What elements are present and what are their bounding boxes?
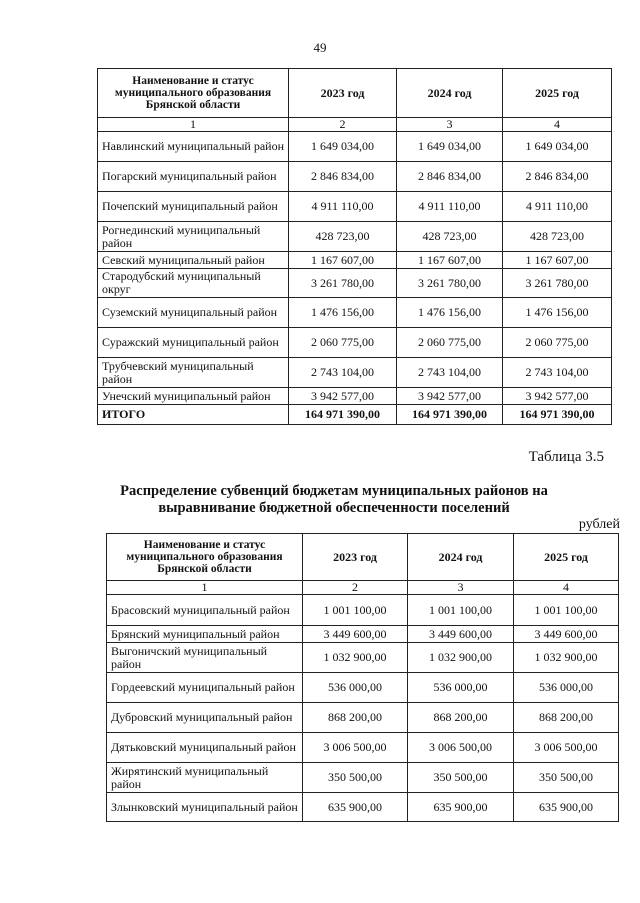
value-2024-cell: 1 649 034,00 (397, 132, 503, 162)
row-name-cell: Суземский муниципальный район (98, 298, 289, 328)
row-name-cell: Севский муниципальный район (98, 252, 289, 269)
value-2025-cell: 3 006 500,00 (514, 733, 619, 763)
column-header-2025: 2025 год (503, 69, 612, 118)
header-row (107, 534, 619, 581)
value-2023-cell: 1 167 607,00 (289, 252, 397, 269)
column-index: 2 (303, 581, 408, 595)
table-row (107, 595, 619, 626)
table-row (98, 358, 612, 388)
table-row (107, 733, 619, 763)
value-2025-cell: 428 723,00 (503, 222, 612, 252)
column-index-row (98, 118, 612, 132)
row-name-cell: Дубровский муниципальный район (107, 703, 303, 733)
row-name-cell: Дятьковский муниципальный район (107, 733, 303, 763)
value-2023-cell: 1 032 900,00 (303, 643, 408, 673)
value-2024-cell: 1 167 607,00 (397, 252, 503, 269)
value-2024-cell: 868 200,00 (408, 703, 514, 733)
column-index: 1 (107, 581, 303, 595)
value-2025-cell: 868 200,00 (514, 703, 619, 733)
value-2025-cell: 1 167 607,00 (503, 252, 612, 269)
row-name-cell: Рогнединский муниципальный район (98, 222, 289, 252)
table-row (107, 793, 619, 822)
column-header-2025: 2025 год (514, 534, 619, 581)
column-index: 3 (408, 581, 514, 595)
value-2023-cell: 868 200,00 (303, 703, 408, 733)
total-label-cell: ИТОГО (98, 405, 289, 425)
equalization-subvention-table (106, 533, 619, 822)
value-2023-cell: 2 743 104,00 (289, 358, 397, 388)
table-row (107, 673, 619, 703)
table-row (98, 162, 612, 192)
subsidy-table-continued (97, 68, 612, 425)
value-2025-cell: 2 743 104,00 (503, 358, 612, 388)
value-2025-cell: 4 911 110,00 (503, 192, 612, 222)
value-2023-cell: 3 006 500,00 (303, 733, 408, 763)
column-index: 3 (397, 118, 503, 132)
row-name-cell: Брасовский муниципальный район (107, 595, 303, 626)
row-name-cell: Трубчевский муниципальный район (98, 358, 289, 388)
value-2023-cell: 635 900,00 (303, 793, 408, 822)
value-2023-cell: 2 060 775,00 (289, 328, 397, 358)
value-2024-cell: 3 942 577,00 (397, 388, 503, 405)
table-title: Распределение субвенций бюджетам муниципальных районов на выравнивание бюджетной обеспеченности поселений (120, 483, 548, 516)
row-name-cell: Злынковский муниципальный район (107, 793, 303, 822)
value-2025-cell: 2 060 775,00 (503, 328, 612, 358)
row-name-cell: Унечский муниципальный район (98, 388, 289, 405)
row-name-cell: Суражский муниципальный район (98, 328, 289, 358)
value-2024-cell: 1 032 900,00 (408, 643, 514, 673)
page-number: 49 (313, 40, 327, 55)
value-2024-cell: 4 911 110,00 (397, 192, 503, 222)
value-2024-cell: 3 449 600,00 (408, 626, 514, 643)
value-2023-cell: 1 001 100,00 (303, 595, 408, 626)
total-2024-cell: 164 971 390,00 (397, 405, 503, 425)
value-2025-cell: 1 032 900,00 (514, 643, 619, 673)
value-2024-cell: 350 500,00 (408, 763, 514, 793)
table-row (98, 132, 612, 162)
table-row (98, 222, 612, 252)
value-2025-cell: 2 846 834,00 (503, 162, 612, 192)
value-2024-cell: 3 261 780,00 (397, 269, 503, 298)
value-2024-cell: 2 060 775,00 (397, 328, 503, 358)
table-row (98, 252, 612, 269)
table-row (98, 298, 612, 328)
row-name-cell: Жирятинский муниципальный район (107, 763, 303, 793)
column-header-2024: 2024 год (397, 69, 503, 118)
value-2023-cell: 428 723,00 (289, 222, 397, 252)
value-2023-cell: 1 476 156,00 (289, 298, 397, 328)
table-row (107, 703, 619, 733)
column-index-row (107, 581, 619, 595)
value-2023-cell: 3 449 600,00 (303, 626, 408, 643)
value-2023-cell: 1 649 034,00 (289, 132, 397, 162)
column-index: 2 (289, 118, 397, 132)
header-row (98, 69, 612, 118)
value-2023-cell: 2 846 834,00 (289, 162, 397, 192)
value-2025-cell: 3 449 600,00 (514, 626, 619, 643)
value-2023-cell: 3 261 780,00 (289, 269, 397, 298)
table-row (98, 269, 612, 298)
column-header-2023: 2023 год (303, 534, 408, 581)
total-row (98, 405, 612, 425)
table-row (98, 328, 612, 358)
value-2023-cell: 4 911 110,00 (289, 192, 397, 222)
row-name-cell: Брянский муниципальный район (107, 626, 303, 643)
value-2025-cell: 3 261 780,00 (503, 269, 612, 298)
row-name-cell: Погарский муниципальный район (98, 162, 289, 192)
value-2024-cell: 536 000,00 (408, 673, 514, 703)
table-row (107, 643, 619, 673)
value-2024-cell: 428 723,00 (397, 222, 503, 252)
row-name-cell: Навлинский муниципальный район (98, 132, 289, 162)
row-name-cell: Стародубский муниципальный округ (98, 269, 289, 298)
table-row (98, 192, 612, 222)
total-2025-cell: 164 971 390,00 (503, 405, 612, 425)
value-2024-cell: 2 743 104,00 (397, 358, 503, 388)
value-2023-cell: 350 500,00 (303, 763, 408, 793)
value-2025-cell: 635 900,00 (514, 793, 619, 822)
column-header-name: Наименование и статус муниципального образования Брянской области (98, 69, 289, 118)
table-row (107, 763, 619, 793)
units-label: рублей (578, 517, 620, 532)
column-header-2023: 2023 год (289, 69, 397, 118)
value-2024-cell: 1 001 100,00 (408, 595, 514, 626)
value-2025-cell: 1 649 034,00 (503, 132, 612, 162)
total-2023-cell: 164 971 390,00 (289, 405, 397, 425)
value-2023-cell: 536 000,00 (303, 673, 408, 703)
value-2024-cell: 1 476 156,00 (397, 298, 503, 328)
row-name-cell: Гордеевский муниципальный район (107, 673, 303, 703)
value-2025-cell: 1 476 156,00 (503, 298, 612, 328)
value-2024-cell: 635 900,00 (408, 793, 514, 822)
column-index: 4 (503, 118, 612, 132)
column-header-2024: 2024 год (408, 534, 514, 581)
value-2024-cell: 2 846 834,00 (397, 162, 503, 192)
column-header-name: Наименование и статус муниципального образования Брянской области (107, 534, 303, 581)
table-caption: Таблица 3.5 (528, 449, 604, 465)
value-2025-cell: 1 001 100,00 (514, 595, 619, 626)
value-2025-cell: 350 500,00 (514, 763, 619, 793)
value-2025-cell: 536 000,00 (514, 673, 619, 703)
table-row (98, 388, 612, 405)
column-index: 4 (514, 581, 619, 595)
row-name-cell: Выгоничский муниципальный район (107, 643, 303, 673)
table-row (107, 626, 619, 643)
row-name-cell: Почепский муниципальный район (98, 192, 289, 222)
value-2024-cell: 3 006 500,00 (408, 733, 514, 763)
column-index: 1 (98, 118, 289, 132)
value-2025-cell: 3 942 577,00 (503, 388, 612, 405)
value-2023-cell: 3 942 577,00 (289, 388, 397, 405)
